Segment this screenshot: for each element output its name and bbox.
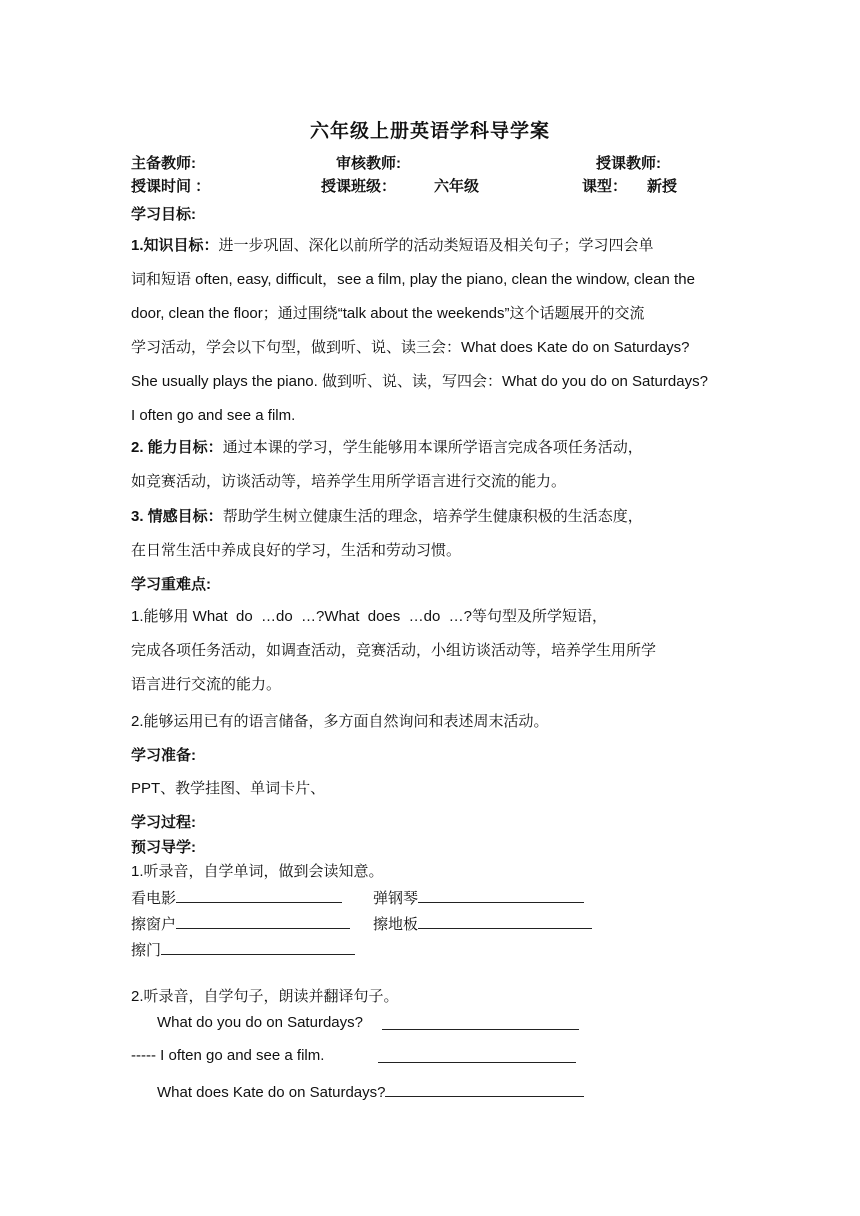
key-point-line: 1.能够用 What do …do …?What does …do …?等句型及所学短语， — [131, 608, 607, 625]
word-label: 弹钢琴 — [373, 890, 419, 907]
ability-objective — [131, 431, 731, 499]
word-label: 擦地板 — [373, 916, 419, 933]
word-label: 擦窗户 — [131, 916, 177, 933]
sentence-text: What does Kate do on Saturdays? — [157, 1084, 386, 1101]
answer-blank[interactable] — [378, 1047, 576, 1063]
sentence-text: What do you do on Saturdays? — [157, 1014, 363, 1031]
key-point-line: 语言进行交流的能力。 — [131, 676, 282, 693]
sentence-item — [157, 1081, 584, 1101]
answer-blank[interactable] — [382, 1014, 579, 1030]
emotion-line: 帮助学生树立健康生活的理念，培养学生健康积极的生活态度， — [222, 508, 643, 525]
knowledge-line: 词和短语 often, easy, difficult，see a film, play the piano, clean the window, clean the — [131, 271, 695, 288]
ability-line: 通过本课的学习，学生能够用本课所学语言完成各项任务活动， — [222, 439, 643, 456]
preparation-heading: 学习准备: — [131, 747, 196, 764]
emotion-objective — [131, 500, 731, 568]
lead-teacher-label: 主备教师: — [131, 155, 196, 172]
answer-blank[interactable] — [176, 887, 342, 903]
preparation-content: PPT、教学挂图、单词卡片、 — [131, 780, 326, 797]
sentence-item — [131, 1047, 324, 1064]
review-teacher-label: 审核教师: — [336, 155, 401, 172]
key-point-line: 完成各项任务活动，如调查活动，竞赛活动，小组访谈活动等，培养学生用所学 — [131, 642, 657, 659]
word-item — [373, 913, 592, 934]
knowledge-label: 1.知识目标： — [131, 237, 219, 254]
word-label: 擦门 — [131, 942, 162, 959]
answer-blank[interactable] — [385, 1081, 584, 1097]
word-item — [131, 887, 342, 908]
key-points-heading: 学习重难点: — [131, 576, 211, 593]
knowledge-line: 进一步巩固、深化以前所学的活动类短语及相关句子；学习四会单 — [218, 237, 654, 254]
knowledge-line: door, clean the floor；通过围绕“talk about the weekends”这个话题展开的交流 — [131, 305, 645, 322]
process-heading: 学习过程: — [131, 814, 196, 831]
key-point-2: 2.能够运用已有的语言储备，多方面自然询问和表述周末活动。 — [131, 713, 549, 730]
sentence-item — [157, 1014, 363, 1031]
ability-label: 2. 能力目标： — [131, 439, 223, 456]
task-1: 1.听录音，自学单词，做到会读知意。 — [131, 863, 384, 880]
word-item — [131, 939, 355, 960]
preview-heading: 预习导学: — [131, 839, 196, 856]
ability-line: 如竞赛活动，访谈活动等，培养学生用所学语言进行交流的能力。 — [131, 473, 567, 490]
knowledge-line: She usually plays the piano. 做到听、说、读，写四会：What do you do on Saturdays? — [131, 373, 708, 390]
class-value: 六年级 — [434, 178, 480, 195]
class-label: 授课班级： — [321, 178, 397, 195]
answer-blank[interactable] — [418, 887, 584, 903]
sentence-text: ----- I often go and see a film. — [131, 1047, 325, 1064]
word-label: 看电影 — [131, 890, 177, 907]
word-item — [131, 913, 350, 934]
answer-blank[interactable] — [161, 939, 355, 955]
knowledge-line: I often go and see a film. — [131, 407, 296, 424]
teacher-label: 授课教师: — [596, 155, 661, 172]
word-item — [373, 887, 584, 908]
answer-blank[interactable] — [418, 913, 592, 929]
key-point-1 — [131, 600, 731, 702]
task-2: 2.听录音，自学句子，朗读并翻译句子。 — [131, 988, 399, 1005]
type-value: 新授 — [647, 178, 678, 195]
objectives-heading: 学习目标: — [131, 206, 196, 223]
knowledge-line: 学习活动，学会以下句型，做到听、说、读三会：What does Kate do on Saturdays? — [131, 339, 690, 356]
knowledge-objective — [131, 229, 731, 433]
emotion-line: 在日常生活中养成良好的学习，生活和劳动习惯。 — [131, 542, 462, 559]
answer-blank[interactable] — [176, 913, 350, 929]
time-label: 授课时间 ： — [131, 178, 211, 195]
emotion-label: 3. 情感目标： — [131, 508, 223, 525]
page-title: 六年级上册英语学科导学案 — [309, 121, 550, 142]
type-label: 课型： — [582, 178, 628, 195]
